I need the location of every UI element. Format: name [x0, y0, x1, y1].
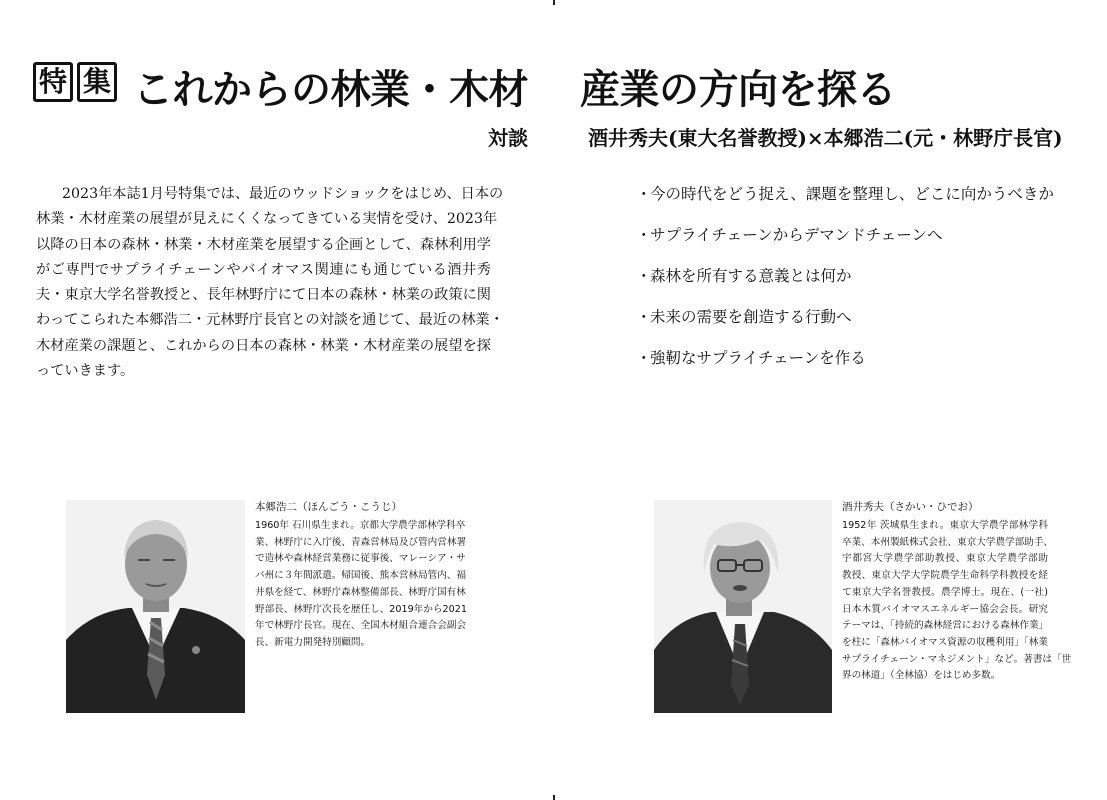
bullet-dot: ・: [636, 349, 652, 367]
bio-text-hongo: [255, 518, 467, 652]
intro-line: っていきます。: [36, 363, 135, 380]
intro-paragraph: [36, 182, 504, 384]
topic-text: 森林を所有する意義とは何か: [650, 267, 852, 285]
bio-line: て東京大学名誉教授。農学博士。現在、(一社): [842, 586, 1048, 598]
bullet-dot: ・: [636, 267, 652, 285]
taidan-label: 対談: [488, 126, 528, 150]
portrait-hongo-illustration: [66, 500, 245, 713]
bio-line: 宇都宮大学農学部助教授、東京大学農学部助: [842, 553, 1048, 565]
bio-line: 卒業、本州製紙株式会社、東京大学農学部助手、: [842, 536, 1054, 548]
intro-line: 2023年本誌1月号特集では、最近のウッドショックをはじめ、日本の: [62, 186, 504, 202]
feature-badge-shu: 集: [77, 62, 117, 102]
page-title-left: これからの林業・木材: [133, 67, 528, 113]
feature-badges: [33, 62, 117, 102]
bio-line: を柱に「森林バイオマス資源の収穫利用」「林業: [842, 636, 1048, 648]
bullet-dot: ・: [636, 185, 652, 203]
bio-line: 日本木質バイオマスエネルギー協会会長。研究: [842, 603, 1048, 615]
portrait-sakai-illustration: [654, 500, 832, 713]
center-crop-mark-bottom: [553, 795, 555, 800]
topic-list: [636, 182, 1054, 387]
bio-line: 野部長、林野庁次長を歴任し、2019年から2021: [255, 603, 467, 615]
bio-line: 井県を経て、林野庁森林整備部長、林野庁国有林: [255, 586, 466, 598]
intro-line: がご専門でサプライチェーンやバイオマス関連にも通じている酒井秀: [36, 261, 491, 278]
intro-line: 林業・木材産業の展望が見えにくくなってきている実情を受け、2023年: [36, 211, 498, 228]
portrait-photo-sakai: [654, 500, 832, 713]
topic-item: [636, 182, 1054, 223]
topic-text: 強靭なサプライチェーンを作る: [650, 349, 866, 367]
bio-name-hongo: 本郷浩二（ほんごう・こうじ）: [255, 501, 402, 513]
bio-line: で造林や森林経営業務に従事後、マレーシア・サ: [255, 553, 466, 565]
bullet-dot: ・: [636, 308, 652, 326]
bio-line: 長、新電力開発特別顧問。: [255, 636, 371, 648]
page-title-right: 産業の方向を探る: [580, 67, 896, 113]
topic-item: [636, 264, 1054, 305]
intro-line: わってこられた本郷浩二・元林野庁長官との対談を通じて、最近の林業・: [36, 312, 504, 329]
bio-line: バ州に３年間派遣。帰国後、熊本営林局管内、福: [255, 570, 467, 582]
feature-badge-toku: 特: [33, 62, 73, 102]
bio-line: テーマは、「持続的森林経営における森林作業」: [842, 620, 1049, 632]
bio-line: 1960年 石川県生まれ。京都大学農学部林学科卒: [255, 520, 466, 531]
bio-line: 教授、東京大学大学院農学生命科学科教授を経: [842, 570, 1048, 582]
bullet-dot: ・: [636, 226, 652, 244]
speakers-subtitle: 酒井秀夫(東大名誉教授)×本郷浩二(元・林野庁長官): [588, 126, 1063, 150]
bio-line: 界の林道」（全林協）をはじめ多数。: [842, 670, 1001, 682]
bio-line: 年で林野庁長官。現在、全国木材組合連合会副会: [255, 620, 467, 632]
topic-text: 未来の需要を創造する行動へ: [650, 308, 852, 326]
bio-line: 業、林野庁に入庁後、青森営林局及び管内営林署: [255, 536, 467, 548]
portrait-photo-hongo: [66, 500, 245, 713]
intro-line: 以降の日本の森林・林業・木材産業を展望する企画として、森林利用学: [36, 236, 491, 253]
intro-line: 夫・東京大学名誉教授と、長年林野庁にて日本の森林・林業の政策に関: [36, 287, 491, 304]
bio-text-sakai: [842, 518, 1072, 685]
bio-line: 1952年 茨城県生まれ。東京大学農学部林学科: [842, 520, 1048, 531]
center-crop-mark-top: [553, 0, 555, 5]
intro-line: 木材産業の課題と、これからの日本の森林・林業・木材産業の展望を探: [36, 337, 491, 354]
bio-line: サプライチェーン・マネジメント」など。著書は「世: [842, 653, 1072, 665]
topic-item: [636, 346, 1054, 387]
topic-text: 今の時代をどう捉え、課題を整理し、どこに向かうべきか: [650, 185, 1054, 203]
topic-item: [636, 223, 1054, 264]
topic-text: サプライチェーンからデマンドチェーンへ: [650, 226, 943, 244]
bio-name-sakai: 酒井秀夫（さかい・ひでお）: [842, 501, 979, 513]
topic-item: [636, 305, 1054, 346]
